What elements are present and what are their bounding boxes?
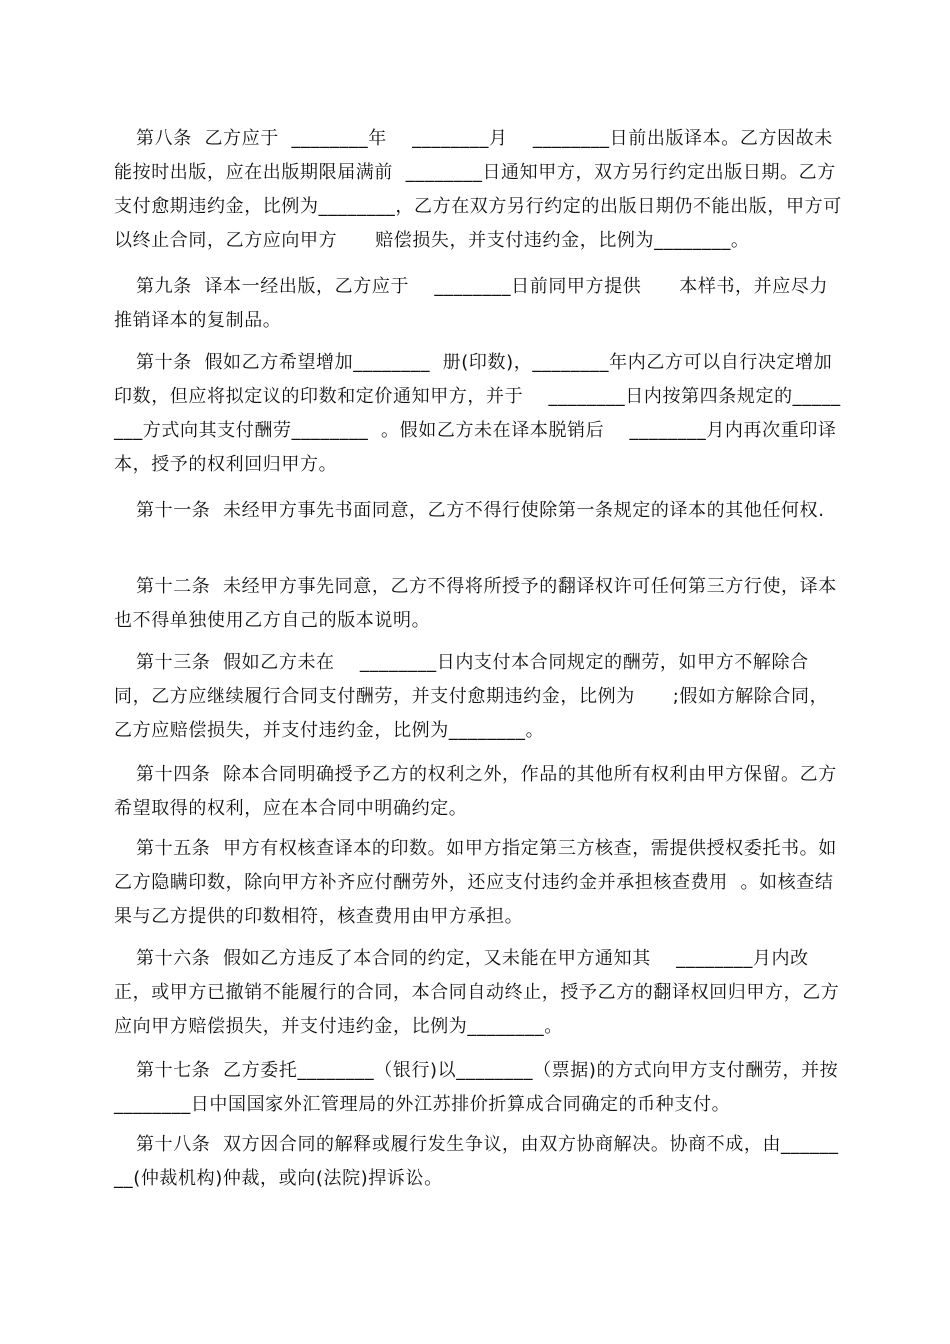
article-8: 第八条 乙方应于 ________年 ________月 ________日前出版译本。乙方因故未能按时出版，应在出版期限届满前 ________日通知甲方，双方另行约定出版日期。乙方支付愈期违约金，比例为________，乙方在双方另行约定的出版日期仍不能出版，甲方可以终止合同，乙方应向甲方 赔偿损失，并支付违约金，比例为________。 — [114, 128, 842, 251]
article-13: 第十三条 假如乙方未在 ________日内支付本合同规定的酬劳，如甲方不解除合同，乙方应继续履行合同支付酬劳，并支付愈期违约金，比例为 ;假如方解除合同，乙方应赔偿损失，并支付违约金，比例为________。 — [114, 652, 829, 741]
article-9: 第九条 译本一经出版，乙方应于 ________日前同甲方提供 本样书，并应尽力推销译本的复制品。 — [114, 276, 829, 331]
article-18: 第十八条 双方因合同的解释或履行发生争议，由双方协商解决。协商不成，由________(仲裁机构)仲裁，或向(法院)捍诉讼。 — [114, 1134, 839, 1189]
article-15: 第十五条 甲方有权核查译本的印数。如甲方指定第三方核查，需提供授权委托书。如乙方隐瞒印数，除向甲方补齐应付酬劳外，还应支付违约金并承担核查费用 。如核查结果与乙方提供的印数相符，核查费用由甲方承担。 — [114, 838, 837, 927]
article-10: 第十条 假如乙方希望增加________ 册(印数)，________年内乙方可以自行决定增加印数，但应将拟定议的印数和定价通知甲方，并于 ________日内按第四条规定的________方式向其支付酬劳________ 。假如乙方未在译本脱销后 ________月内再次重印译本，授予的权利回归甲方。 — [114, 352, 841, 475]
article-11: 第十一条 未经甲方事先书面同意，乙方不得行使除第一条规定的译本的其他任何权. — [136, 500, 825, 521]
article-14: 第十四条 除本合同明确授予乙方的权利之外，作品的其他所有权利由甲方保留。乙方希望取得的权利，应在本合同中明确约定。 — [114, 764, 837, 819]
article-12: 第十二条 未经甲方事先同意，乙方不得将所授予的翻译权许可任何第三方行使，译本也不得单独使用乙方自己的版本说明。 — [114, 576, 837, 631]
article-16: 第十六条 假如乙方违反了本合同的约定，又未能在甲方通知其 ________月内改正，或甲方已撤销不能履行的合同，本合同自动终止，授予乙方的翻译权回归甲方，乙方应向甲方赔偿损失，并支付违约金，比例为________。 — [114, 948, 840, 1037]
article-17: 第十七条 乙方委托________（银行)以________（票据)的方式向甲方支付酬劳，并按________日中国国家外汇管理局的外江苏排价折算成合同确定的币种支付。 — [114, 1060, 839, 1115]
